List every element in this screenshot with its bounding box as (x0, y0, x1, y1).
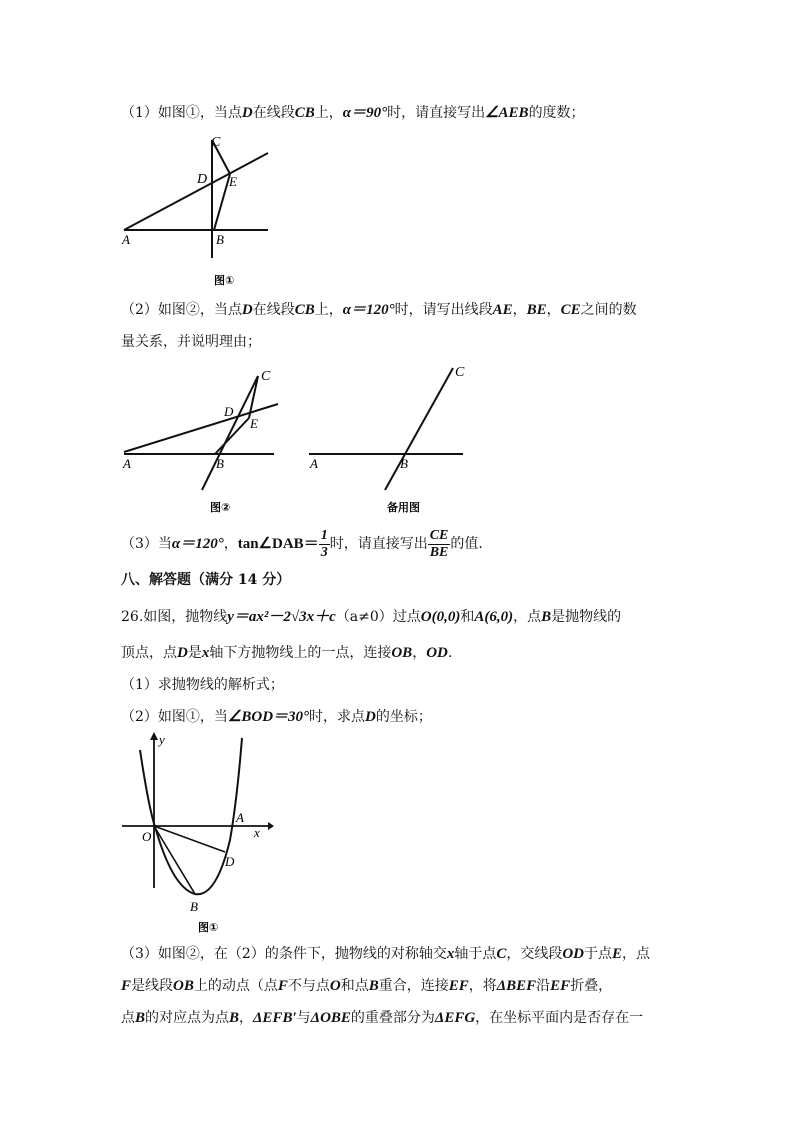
q3-fnum: CE (429, 527, 449, 543)
q2-t3: 时，请写出线段 (394, 302, 493, 318)
fig2-label-d: D (224, 404, 234, 419)
q26-3-line3 (121, 1008, 643, 1028)
q26-3-point-o: O (329, 978, 341, 994)
q3-t2: 的值. (450, 536, 483, 552)
q3-fraction-ce-be (428, 528, 451, 561)
q26-3-point-f2: F (277, 978, 288, 994)
fig1-line-eb (214, 174, 230, 230)
q26-segment-od: OD (426, 645, 448, 661)
fig1-label-e: E (229, 174, 237, 189)
fig3-label-o: O (142, 829, 152, 844)
section-8-heading: 八、解答题（满分 14 分） (121, 572, 291, 588)
q1-t3: 时，请直接写出 (387, 105, 486, 121)
q3-fden: BE (429, 544, 449, 560)
q2-text-line1 (121, 300, 637, 320)
fig3-label-y: y (159, 732, 165, 747)
q1-point-d: D (241, 105, 253, 121)
q26-3-segment-ob: OB (173, 978, 194, 994)
fig1-label-d: D (197, 172, 208, 187)
q26-3-point-bprime: B (229, 1010, 240, 1026)
spare-label-c: C (455, 365, 465, 380)
q26-3-l1a: （3）如图②，在（2）的条件下，抛物线的对称轴交 (121, 946, 447, 962)
q26-3-triangle-bef: ΔBEF (496, 978, 537, 994)
fig2-line-eb (215, 418, 249, 454)
q26-3-l3c: ， (239, 1010, 254, 1026)
q26-3-segment-od: OD (562, 946, 585, 962)
q26-3-l3e: 的重叠部分为 (350, 1010, 435, 1026)
q26-p2a: （2）如图①，当 (121, 709, 228, 725)
fig3-y-arrow (150, 732, 158, 740)
q26-3-l1d: 于点 (584, 946, 613, 962)
fig1-line-ae (124, 153, 268, 230)
q26-part1: （1）求抛物线的解析式； (121, 677, 284, 693)
q26-3-l2e: 重合，连接 (378, 978, 449, 994)
q26-3-l1b: 轴于点 (454, 946, 497, 962)
q2-text-line2: 量关系，并说明理由； (121, 334, 261, 350)
fig3-parabola (140, 738, 242, 894)
fig3-label-d: D (225, 854, 235, 869)
q3-alpha: α＝120° (171, 536, 224, 552)
q26-p2b: 时，求点 (309, 709, 366, 725)
q3-frac-den: 3 (320, 544, 328, 560)
fig3-line-ob (154, 826, 195, 894)
q26-condition: （a≠0） (335, 609, 393, 625)
q26-line1 (121, 607, 621, 627)
q3-prefix: （3）当 (121, 536, 172, 552)
fig3-x-arrow (268, 822, 274, 830)
fig1-label-b: B (216, 232, 224, 247)
q26-l1b: 过点 (392, 609, 421, 625)
q26-segment-ob: OB (391, 645, 413, 661)
q2-segment-ce: CE (560, 302, 581, 318)
q26-3-l3d: 与 (296, 1010, 311, 1026)
q2-prefix: （2）如图②，当点 (121, 302, 242, 318)
q3-sep: ， (223, 536, 238, 552)
spare-line-cb (385, 368, 453, 490)
q26-p2-angle: ∠BOD＝30° (227, 709, 310, 725)
q26-3-point-c: C (496, 946, 507, 962)
spare-label-a: A (310, 456, 318, 471)
q26-p2c: 的坐标； (375, 709, 432, 725)
q2-segment-ae: AE (492, 302, 513, 318)
q26-3-line2 (121, 976, 612, 996)
fig1-caption: 图① (214, 274, 235, 287)
q26-point-a: A(6,0) (474, 609, 514, 625)
q26-3-triangle-obe: ΔOBE (310, 1010, 351, 1026)
fig2-caption: 图② (210, 501, 231, 514)
q1-alpha: α＝90° (342, 105, 388, 121)
q26-3-point-f: F (121, 978, 132, 994)
q2-t4: 之间的数 (580, 302, 637, 318)
q26-point-d: D (177, 645, 188, 661)
q1-t4: 的度数； (528, 105, 585, 121)
q26-3-l2g: 沿 (536, 978, 551, 994)
q26-l2a: 顶点，点 (121, 645, 177, 661)
q26-3-line1 (121, 944, 650, 964)
q2-alpha: α＝120° (342, 302, 395, 318)
q26-3-l2d: 和点 (340, 978, 369, 994)
fig3-label-a: A (236, 810, 244, 825)
q26-3-x: x (446, 946, 455, 962)
q2-segment-cb: CB (294, 302, 315, 318)
fig3-line-od (154, 826, 225, 852)
q26-3-l2f: ，将 (468, 978, 497, 994)
q26-l1d: 是抛物线的 (551, 609, 622, 625)
figure-spare (305, 362, 475, 520)
fig1-label-c: C (211, 135, 221, 150)
q1-t1: 在线段 (252, 105, 295, 121)
q26-3-l3b: 的对应点为点 (145, 1010, 230, 1026)
q1-t2: 上， (314, 105, 343, 121)
q26-3-triangle-efb: ΔEFB′ (253, 1010, 297, 1026)
q26-part2 (121, 707, 432, 727)
q1-angle: ∠AEB (485, 105, 529, 121)
fig2-line-cb (202, 376, 258, 490)
q26-and: 和 (460, 609, 475, 625)
q26-3-triangle-efg: ΔEFG (434, 1010, 476, 1026)
spare-caption: 备用图 (387, 501, 420, 514)
q26-l2c: 轴下方抛物线上的一点，连接 (209, 645, 392, 661)
q26-l2b: 是 (187, 645, 202, 661)
q26-equation: y＝ax²－2√3x＋c (227, 609, 336, 625)
q26-3-l3a: 点 (121, 1010, 135, 1026)
fig2-label-a: A (123, 456, 131, 471)
q26-x: x (201, 645, 210, 661)
q3-frac-num: 1 (320, 527, 328, 543)
q26-3-point-b: B (368, 978, 379, 994)
q1-prefix: （1）如图①，当点 (121, 105, 242, 121)
q3-t1: 时，请直接写出 (329, 536, 428, 552)
fig3-label-x: x (254, 825, 260, 840)
spare-label-b: B (400, 456, 408, 471)
q26-point-b: B (541, 609, 552, 625)
q26-3-l1c: ，交线段 (506, 946, 563, 962)
fig1-label-a: A (122, 232, 130, 247)
fig3-caption: 图① (198, 921, 219, 934)
fig3-label-b: B (190, 899, 198, 914)
q26-3-l2c: 不与点 (287, 978, 330, 994)
q26-p2-point-d: D (365, 709, 376, 725)
q26-l1a: 26.如图，抛物线 (121, 609, 228, 625)
q3-tan: tan∠DAB＝ (237, 536, 319, 552)
figure-parabola (118, 730, 278, 936)
figure-2 (118, 362, 288, 520)
q26-l2d: ， (412, 645, 427, 661)
q26-3-l3f: ，在坐标平面内是否存在一 (475, 1010, 644, 1026)
q26-point-o: O(0,0) (420, 609, 461, 625)
q2-t1: 在线段 (252, 302, 295, 318)
q26-l1c: ，点 (513, 609, 542, 625)
fig2-label-b: B (216, 456, 224, 471)
q26-3-segment-ef: EF (448, 978, 469, 994)
fig2-label-c: C (261, 369, 271, 384)
q26-3-l2a: 是线段 (131, 978, 174, 994)
q26-3-l2h: 折叠， (570, 978, 613, 994)
fig2-label-e: E (250, 416, 258, 431)
q26-3-point-e: E (612, 946, 623, 962)
q2-t2: 上， (314, 302, 343, 318)
q1-text (121, 103, 585, 123)
q2-sep2: ， (546, 302, 561, 318)
q3-fraction-tan (319, 528, 330, 561)
q26-l2e: . (447, 645, 453, 661)
q2-point-d: D (241, 302, 253, 318)
figure-1 (118, 128, 278, 290)
q26-3-l2b: 上的动点（点 (193, 978, 278, 994)
q1-segment-cb: CB (294, 105, 315, 121)
q26-3-segment-ef2: EF (550, 978, 571, 994)
q3-text (121, 524, 483, 564)
q26-3-point-b2: B (135, 1010, 146, 1026)
q26-3-l1e: ，点 (622, 946, 651, 962)
q2-segment-be: BE (526, 302, 547, 318)
q2-sep1: ， (512, 302, 527, 318)
q26-line2 (121, 643, 452, 663)
